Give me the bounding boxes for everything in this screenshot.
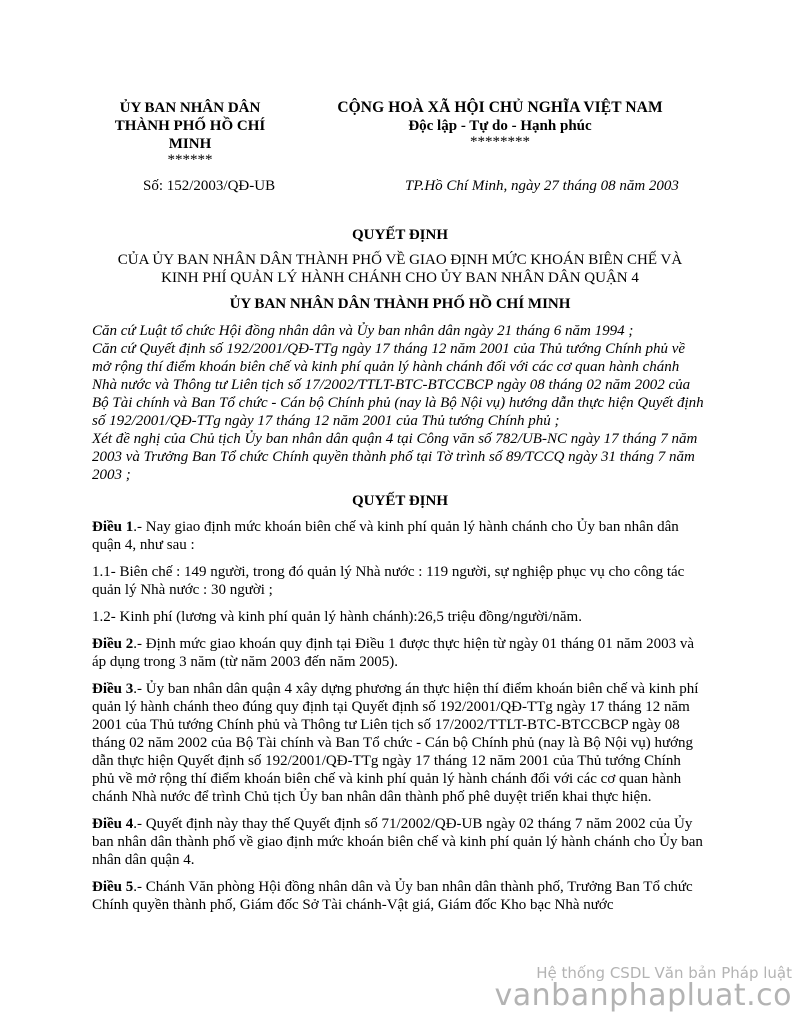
article-1 bbox=[92, 518, 704, 554]
authority-line-3: MINH bbox=[168, 136, 212, 152]
article-1-text: .- Nay giao định mức khoán biên chế và kinh phí quản lý hành chánh cho Ủy ban nhân dân quận 4, như sau : bbox=[92, 519, 679, 553]
article-2-label: Điều 2 bbox=[92, 636, 134, 652]
basis-paragraph: Căn cứ Luật tổ chức Hội đồng nhân dân và Ủy ban nhân dân ngày 21 tháng 6 năm 1994 ; bbox=[92, 323, 634, 339]
authority-line-1: ỦY BAN NHÂN DÂN bbox=[119, 100, 261, 116]
watermark-caption: Hệ thống CSDL Văn bản Pháp luật bbox=[536, 964, 792, 982]
article-5-label: Điều 5 bbox=[92, 879, 134, 895]
article-4-text: .- Quyết định này thay thế Quyết định số 71/2002/QĐ-UB ngày 02 tháng 7 năm 2002 của Ủy ban nhân dân thành phố về giao định mức khoán biên chế và kinh phí quản lý hành chánh cho Ủy ban nhân dân quận 4. bbox=[92, 816, 703, 868]
watermark-site: vanbanphapluat.co bbox=[494, 978, 792, 1013]
article-2-text: .- Định mức giao khoán quy định tại Điều 1 được thực hiện từ ngày 01 tháng 01 năm 2003 và áp dụng trong 3 năm (từ năm 2003 đến năm 2005). bbox=[92, 636, 695, 670]
authority-line-2: THÀNH PHỐ HỒ CHÍ bbox=[114, 118, 266, 134]
article-5 bbox=[92, 878, 704, 914]
article-3-label: Điều 3 bbox=[92, 681, 134, 697]
article-5-text: .- Chánh Văn phòng Hội đồng nhân dân và Ủy ban nhân dân thành phố, Trưởng Ban Tổ chức Chính quyền thành phố, Giám đốc Sở Tài chánh-Vật giá, Giám đốc Kho bạc Nhà nước bbox=[92, 879, 693, 913]
nation-name: CỘNG HOÀ XÃ HỘI CHỦ NGHĨA VIỆT NAM bbox=[337, 99, 663, 116]
issuing-authority bbox=[100, 99, 280, 167]
article-4 bbox=[92, 815, 704, 869]
legal-basis bbox=[92, 322, 704, 484]
motto-stars: ******** bbox=[470, 134, 530, 150]
article-1-item-1: 1.1- Biên chế : 149 người, trong đó quản lý Nhà nước : 119 người, sự nghiệp phục vụ cho công tác quản lý Nhà nước : 30 người ; bbox=[92, 564, 685, 598]
article-2 bbox=[92, 635, 704, 671]
document-subtitle bbox=[80, 251, 720, 287]
subtitle-line-2: KINH PHÍ QUẢN LÝ HÀNH CHÁNH CHO ỦY BAN NHÂN DÂN QUẬN 4 bbox=[161, 270, 639, 286]
document-number: Số: 152/2003/QĐ-UB bbox=[143, 178, 276, 194]
articles-body bbox=[92, 518, 704, 923]
document-title: QUYẾT ĐỊNH bbox=[352, 227, 448, 243]
place-date: TP.Hồ Chí Minh, ngày 27 tháng 08 năm 2003 bbox=[405, 178, 679, 194]
article-3 bbox=[92, 680, 704, 806]
article-3-text: .- Ủy ban nhân dân quận 4 xây dựng phương án thực hiện thí điểm khoán biên chế và kinh phí quản lý hành chánh theo đúng quy định tại Quyết định số 192/2001/QĐ-TTg ngày 17 tháng 12 năm 2001 của Thủ tướng Chính phủ và Thông tư Liên tịch số 17/2002/TTLT-BTC-BTCCBCP ngày 08 tháng 02 năm 2002 của Bộ Tài chính và Ban Tổ chức - Cán bộ Chính phủ (nay là Bộ Nội vụ) hướng dẫn thực hiện Quyết định số 192/2001/QĐ-TTg ngày 17 tháng 12 năm 2001 của Thủ tướng Chính phủ về mở rộng thí điểm khoán biên chế và kinh phí quản lý hành chánh đối với các cơ quan hành chánh Nhà nước để trình Chủ tịch Ủy ban nhân dân thành phố phê duyệt triển khai thực hiện. bbox=[92, 681, 699, 805]
issuing-body-heading: ỦY BAN NHÂN DÂN THÀNH PHỐ HỒ CHÍ MINH bbox=[229, 296, 571, 312]
article-1-item-2: 1.2- Kinh phí (lương và kinh phí quản lý hành chánh):26,5 triệu đồng/người/năm. bbox=[92, 609, 582, 625]
basis-paragraph: Xét đề nghị của Chủ tịch Ủy ban nhân dân quận 4 tại Công văn số 782/UB-NC ngày 17 tháng 7 năm 2003 và Trưởng Ban Tổ chức Chính quyền thành phố tại Tờ trình số 89/TCCQ ngày 31 tháng 7 năm 2003 ; bbox=[92, 431, 698, 483]
decision-heading: QUYẾT ĐỊNH bbox=[352, 493, 448, 509]
national-motto bbox=[320, 99, 680, 149]
basis-paragraph: Căn cứ Quyết định số 192/2001/QĐ-TTg ngày 17 tháng 12 năm 2001 của Thủ tướng Chính phủ về mở rộng thí điểm khoán biên chế và kinh phí quản lý hành chánh đối với các cơ quan hành chánh Nhà nước và Thông tư Liên tịch số 17/2002/TTLT-BTC-BTCCBCP ngày 08 tháng 02 năm 2002 của Bộ Tài chính và Ban Tổ chức - Cán bộ Chính phủ (nay là Bộ Nội vụ) hướng dẫn thực hiện Quyết định số 192/2001/QĐ-TTg ngày 17 tháng 12 năm 2001 của Thủ tướng Chính phủ ; bbox=[92, 341, 704, 429]
authority-stars: ****** bbox=[167, 152, 213, 168]
article-4-label: Điều 4 bbox=[92, 816, 134, 832]
motto: Độc lập - Tự do - Hạnh phúc bbox=[408, 118, 592, 134]
article-1-label: Điều 1 bbox=[92, 519, 134, 535]
subtitle-line-1: CỦA ỦY BAN NHÂN DÂN THÀNH PHỐ VỀ GIAO ĐỊNH MỨC KHOÁN BIÊN CHẾ VÀ bbox=[117, 252, 683, 268]
